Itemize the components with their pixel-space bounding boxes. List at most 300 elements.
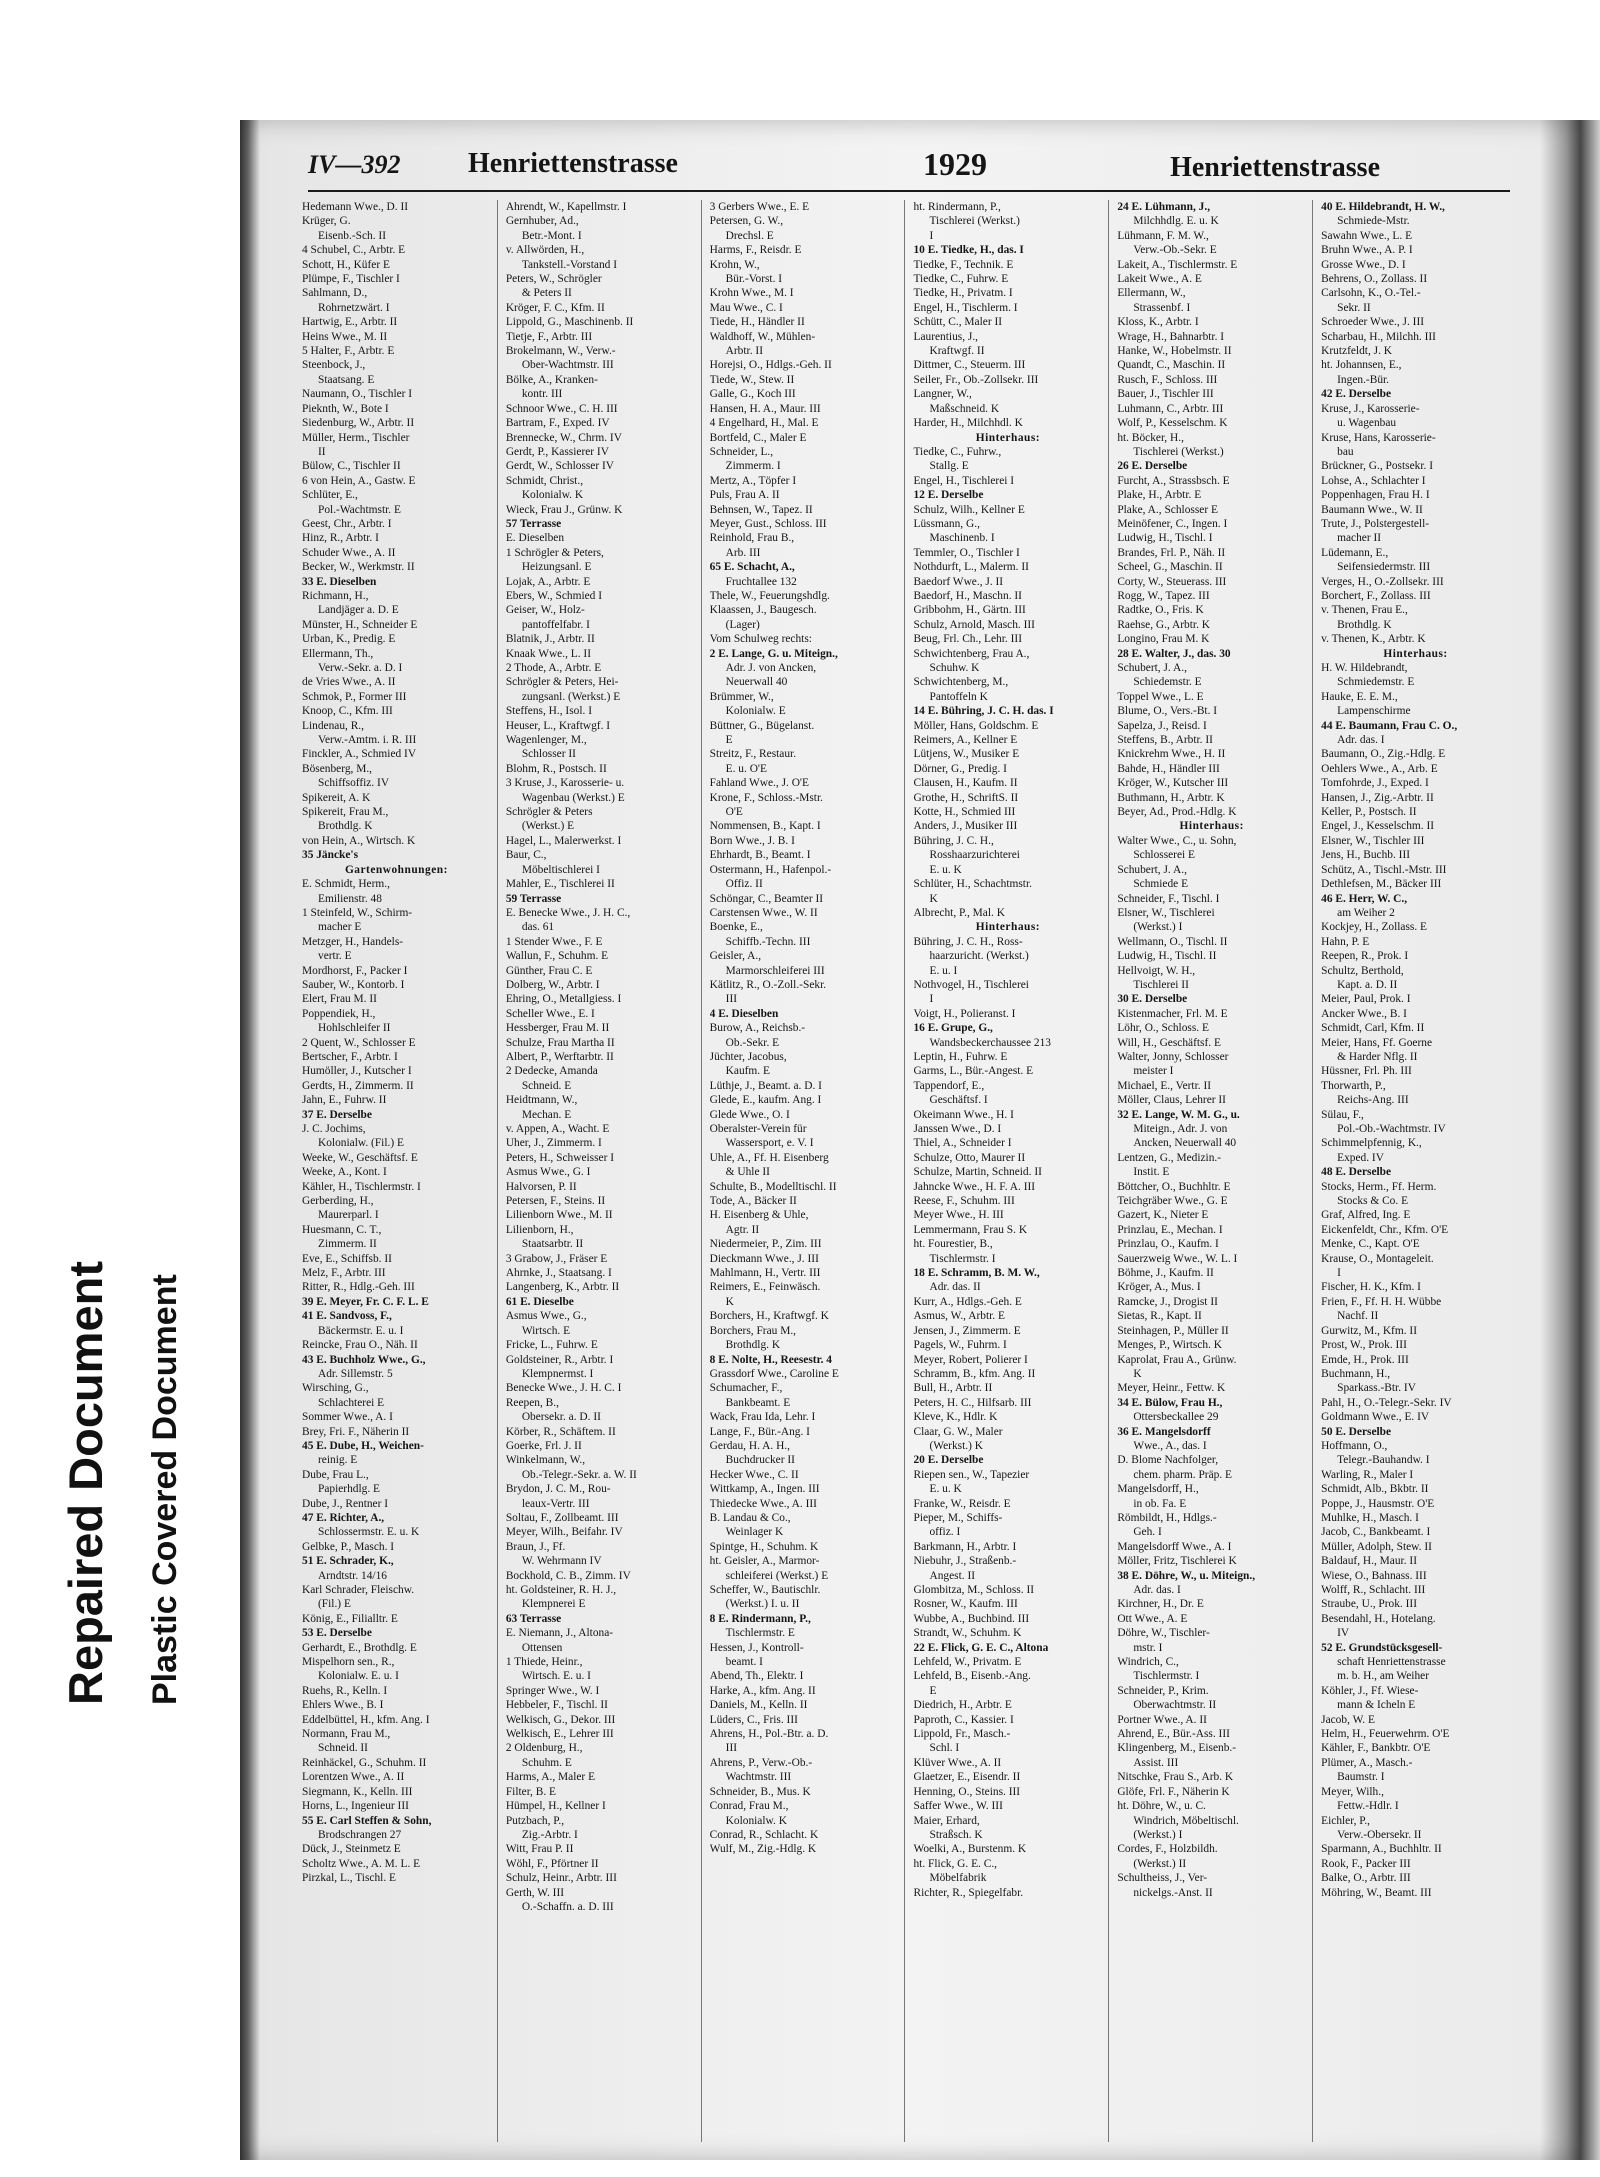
directory-entry: Bür.-Vorst. I <box>725 273 783 286</box>
directory-entry: Brennecke, W., Chrm. IV <box>505 431 622 444</box>
directory-entry: Reepen, R., Prok. I <box>1321 950 1409 963</box>
directory-entry: Weeke, W., Geschäftsf. E <box>302 1151 418 1164</box>
directory-entry: Bölke, A., Kranken- <box>505 373 598 386</box>
directory-entry: Emde, H., Prok. III <box>1321 1353 1409 1366</box>
directory-entry: 26 E. Derselbe <box>1117 460 1188 473</box>
directory-entry: Keller, P., Postsch. II <box>1321 806 1417 819</box>
directory-entry: Eve, E., Schiffsb. II <box>302 1252 392 1265</box>
directory-entry: Meyer Wwe., H. III <box>913 1209 1004 1222</box>
directory-entry: Pol.-Wachtmstr. E <box>318 503 401 516</box>
directory-entry: Staatsang. E <box>318 373 375 386</box>
directory-entry: E. Niemann, J., Altona- <box>505 1627 614 1640</box>
directory-entry: Schwichtenberg, M., <box>913 676 1009 689</box>
directory-entry: Verw.-Sekr. a. D. I <box>318 662 403 674</box>
directory-entry: Schmiede E <box>1133 878 1189 891</box>
directory-entry: Dörner, G., Predig. I <box>913 762 1007 775</box>
directory-entry: Geh. I <box>1133 1526 1162 1539</box>
directory-entry: Quandt, C., Maschin. II <box>1117 359 1226 372</box>
directory-entry: Bull, H., Arbtr. II <box>913 1382 993 1395</box>
directory-entry: Baumstr. I <box>1337 1771 1385 1784</box>
directory-entry: Tischlerei (Werkst.) <box>1133 445 1224 458</box>
directory-entry: Soltau, F., Zollbeamt. III <box>505 1511 619 1524</box>
directory-entry: Schlosserei E <box>1133 849 1195 862</box>
directory-entry: 14 E. Bühring, J. C. H. das. I <box>913 705 1054 718</box>
directory-entry: 59 Terrasse <box>505 892 562 905</box>
directory-entry: K <box>725 1295 734 1308</box>
directory-entry: Möller, Fritz, Tischlerei K <box>1117 1555 1237 1568</box>
directory-entry: Lakeit, A., Tischlermstr. E <box>1117 258 1238 271</box>
directory-entry: Gerdt, P., Kassierer IV <box>505 445 609 458</box>
directory-entry: Tiedke, C., Fuhrw. E <box>913 273 1009 286</box>
directory-entry: Luhmann, C., Arbtr. III <box>1117 402 1224 415</box>
directory-entry: Petersen, F., Steins. II <box>505 1195 606 1208</box>
directory-entry: Sauber, W., Kontorb. I <box>302 978 405 991</box>
directory-column-3 <box>710 200 906 2142</box>
directory-entry: Garms, L., Bür.-Angest. E <box>913 1065 1034 1078</box>
directory-entry: Ehrhardt, B., Beamt. I <box>709 849 811 862</box>
directory-entry: Blume, O., Vers.-Bt. I <box>1117 705 1218 718</box>
directory-entry: Wwe., A., das. I <box>1133 1439 1207 1452</box>
directory-entry: J. C. Jochims, <box>302 1123 366 1135</box>
directory-entry: Bruhn Wwe., A. P. I <box>1321 244 1413 257</box>
directory-entry: Lange, F., Bür.-Ang. I <box>709 1425 810 1438</box>
directory-entry: Meyer, Wilh., Beifahr. IV <box>505 1526 623 1539</box>
directory-entry: Richmann, H., <box>302 589 369 602</box>
directory-entry: Arb. III <box>725 546 761 559</box>
directory-entry: Engel, H., Tischlerei I <box>913 474 1015 487</box>
directory-entry: von Hein, A., Wirtsch. K <box>302 834 416 847</box>
directory-entry: 2 Quent, W., Schlosser E <box>302 1036 416 1049</box>
directory-entry: Toppel Wwe., L. E <box>1117 690 1204 703</box>
directory-entry: Corty, W., Steuerass. III <box>1117 575 1227 588</box>
directory-entry: Menges, P., Wirtsch. K <box>1117 1339 1223 1352</box>
directory-entry: 4 Schubel, C., Arbtr. E <box>302 244 406 257</box>
directory-entry: Benecke Wwe., J. H. C. I <box>505 1382 622 1395</box>
directory-entry: Gerberding, H., <box>302 1195 374 1208</box>
directory-entry: Möller, Hans, Goldschm. E <box>913 719 1039 732</box>
directory-entry: Instit. E <box>1133 1166 1170 1179</box>
directory-entry: ht. Goldsteiner, R. H. J., <box>505 1584 617 1596</box>
directory-entry: Meyer, Wilh., <box>1321 1785 1384 1798</box>
directory-entry: vertr. E <box>318 950 352 963</box>
directory-entry: Schulze, Otto, Maurer II <box>913 1151 1026 1164</box>
directory-entry: Nothvogel, H., Tischlerei <box>913 978 1029 991</box>
directory-entry: Winkelmann, W., <box>505 1454 586 1467</box>
directory-entry: 24 E. Lühmann, J., <box>1117 201 1211 213</box>
directory-entry: Schiedemstr. E <box>1133 676 1202 689</box>
directory-entry: 36 E. Mangelsdorff <box>1117 1425 1211 1438</box>
directory-entry: Poppendiek, H., <box>302 1007 376 1020</box>
directory-entry: bau <box>1337 445 1354 458</box>
directory-column-5 <box>1117 200 1313 2142</box>
directory-entry: Schiffb.-Techn. III <box>725 935 811 948</box>
directory-entry: Puls, Frau A. II <box>709 489 780 502</box>
directory-entry: Nitschke, Frau S., Arb. K <box>1117 1771 1234 1784</box>
directory-entry: Kaufm. E <box>725 1065 770 1078</box>
directory-entry: Adr. das. II <box>929 1281 981 1294</box>
directory-entry: Verw.-Obersekr. II <box>1337 1828 1422 1841</box>
directory-entry: 61 E. Dieselbe <box>505 1295 574 1308</box>
directory-entry: Maier, Erhard, <box>913 1814 980 1827</box>
directory-entry: Schuhw. K <box>929 662 980 674</box>
directory-entry: Richter, R., Spiegelfabr. <box>913 1886 1024 1899</box>
directory-entry: schaft Henriettenstrasse <box>1337 1656 1446 1669</box>
directory-entry: 33 E. Dieselben <box>302 575 377 588</box>
directory-entry: Brothdlg. K <box>1337 618 1392 631</box>
directory-entry: K <box>929 892 938 905</box>
directory-entry: 8 E. Rindermann, P., <box>709 1612 811 1625</box>
directory-entry: Meyer, Gust., Schloss. III <box>709 517 827 530</box>
directory-entry: Ostermann, H., Hafenpol.- <box>709 863 832 876</box>
directory-entry: Hinterhaus: <box>975 431 1041 444</box>
directory-entry: Behrens, O., Zollass. II <box>1321 273 1428 286</box>
directory-entry: Klempnerei E <box>521 1598 586 1611</box>
directory-entry: Rusch, F., Schloss. III <box>1117 373 1218 386</box>
directory-entry: Borchert, F., Zollass. III <box>1321 589 1431 602</box>
directory-entry: Sparmann, A., Buchhltr. II <box>1321 1843 1442 1856</box>
directory-entry: Milchhdlg. E. u. K <box>1133 215 1219 228</box>
directory-entry: Krutzfeldt, J. K <box>1321 345 1392 358</box>
directory-entry: Wandsbeckerchaussee 213 <box>929 1036 1051 1049</box>
directory-entry: Trute, J., Polstergestell- <box>1321 517 1430 530</box>
directory-entry: Mangelsdorff, H., <box>1117 1483 1199 1496</box>
directory-entry: Siedenburg, W., Arbtr. II <box>302 417 415 430</box>
directory-entry: Welkisch, E., Lehrer III <box>505 1728 614 1741</box>
directory-entry: Schumacher, F., <box>709 1382 783 1395</box>
directory-entry: Hellvoigt, W. H., <box>1117 964 1196 977</box>
directory-entry: Emilienstr. 48 <box>318 892 382 905</box>
directory-entry: Elert, Frau M. II <box>302 993 377 1006</box>
directory-entry: Scholtz Wwe., A. M. L. E <box>302 1857 421 1870</box>
directory-entry: Schwichtenberg, Frau A., <box>913 647 1030 660</box>
directory-entry: III <box>725 993 738 1006</box>
directory-entry: 22 E. Flick, G. E. C., Altona <box>913 1641 1049 1654</box>
directory-entry: Wirtsch. E <box>521 1324 571 1337</box>
directory-entry: ht. Böcker, H., <box>1117 431 1184 444</box>
directory-entry: Welkisch, G., Dekor. III <box>505 1713 616 1726</box>
directory-entry: Meyer, Heinr., Fettw. K <box>1117 1382 1226 1395</box>
directory-entry: ht. Flick, G. E. C., <box>913 1857 998 1870</box>
directory-entry: 5 Halter, F., Arbtr. E <box>302 345 395 358</box>
directory-entry: Verw.-Ob.-Sekr. E <box>1133 244 1217 257</box>
directory-entry: Asmus, W., Arbtr. E <box>913 1310 1005 1323</box>
directory-entry: Becker, W., Werkmstr. II <box>302 561 415 574</box>
directory-entry: Warling, R., Maler I <box>1321 1468 1414 1481</box>
directory-entry: Bahde, H., Händler III <box>1117 762 1220 775</box>
directory-entry: Eickenfeldt, Chr., Kfm. O'E <box>1321 1223 1449 1236</box>
directory-entry: Heidtmann, W., <box>505 1094 578 1107</box>
directory-entry: Meyer, Robert, Polierer I <box>913 1353 1028 1366</box>
directory-entry: Geiser, W., Holz- <box>505 604 585 617</box>
side-labels <box>0 0 240 2177</box>
directory-entry: Ottersbeckallee 29 <box>1133 1411 1219 1424</box>
directory-entry: Prinzlau, O., Kaufm. I <box>1117 1238 1219 1251</box>
directory-entry: Wieck, Frau J., Grünw. K <box>505 503 623 516</box>
directory-entry: Okeimann Wwe., H. I <box>913 1108 1014 1121</box>
directory-entry: Dieckmann Wwe., J. III <box>709 1252 819 1265</box>
directory-entry: Wassersport, e. V. I <box>725 1137 814 1150</box>
directory-entry: Kröger, W., Kutscher III <box>1117 777 1229 790</box>
directory-entry: am Weiher 2 <box>1337 906 1395 919</box>
directory-entry: 52 E. Grundstücksgesell- <box>1321 1641 1443 1654</box>
directory-entry: Knoop, C., Kfm. III <box>302 705 393 718</box>
directory-entry: Grothe, H., SchriftS. II <box>913 791 1019 804</box>
directory-entry: Borchers, Frau M., <box>709 1324 797 1337</box>
directory-entry: Diedrich, H., Arbtr. E <box>913 1699 1012 1712</box>
directory-entry: Zig.-Arbtr. I <box>521 1828 578 1841</box>
directory-entry: Maßschneid. K <box>929 402 1000 415</box>
directory-entry: Sekr. II <box>1337 301 1371 314</box>
directory-entry: Schulte, B., Modelltischl. II <box>709 1180 837 1193</box>
directory-entry: Arbtr. II <box>725 345 763 358</box>
directory-entry: Schmiedemstr. E <box>1337 676 1415 689</box>
directory-entry: Leptin, H., Fuhrw. E <box>913 1050 1008 1063</box>
directory-entry: 50 E. Derselbe <box>1321 1425 1392 1438</box>
directory-entry: Mahlmann, H., Vertr. III <box>709 1267 821 1280</box>
directory-entry: Straßsch. K <box>929 1828 983 1841</box>
directory-entry: Wagenlenger, M., <box>505 734 587 747</box>
directory-entry: Kähler, F., Bankbtr. O'E <box>1321 1742 1431 1755</box>
directory-entry: Nothdurft, L., Malerm. II <box>913 561 1029 574</box>
directory-entry: Ramcke, J., Drogist II <box>1117 1295 1218 1308</box>
directory-entry: IV <box>1337 1627 1350 1640</box>
directory-entry: Lohse, A., Schlachter I <box>1321 474 1426 487</box>
directory-entry: Eichler, P., <box>1321 1814 1371 1827</box>
directory-entry: Langner, W., <box>913 388 972 401</box>
directory-entry: Balke, O., Arbtr. III <box>1321 1872 1411 1885</box>
directory-entry: Laurentius, J., <box>913 330 979 343</box>
directory-entry: Büttner, G., Bügelanst. <box>709 719 815 732</box>
directory-entry: Wittkamp, A., Ingen. III <box>709 1483 820 1496</box>
directory-entry: Müller, Adolph, Stew. II <box>1321 1540 1432 1553</box>
directory-entry: Teichgräber Wwe., G. E <box>1117 1195 1228 1208</box>
directory-entry: 34 E. Bülow, Frau H., <box>1117 1396 1223 1409</box>
directory-entry: Lilienborn Wwe., M. II <box>505 1209 613 1222</box>
directory-entry: E. Schmidt, Herm., <box>302 878 390 891</box>
directory-entry: Radtke, O., Fris. K <box>1117 604 1204 617</box>
directory-entry: Ahrendt, W., Kapellmstr. I <box>505 201 627 213</box>
directory-entry: Böttcher, O., Buchhltr. E <box>1117 1180 1231 1193</box>
directory-entry: das. 61 <box>521 921 555 934</box>
directory-entry: Putzbach, P., <box>505 1814 565 1827</box>
directory-entry: Schlüter, E., <box>302 489 358 502</box>
directory-entry: Jahn, E., Fuhrw. II <box>302 1094 387 1107</box>
directory-entry: 53 E. Derselbe <box>302 1627 372 1640</box>
directory-entry: Baedorf Wwe., J. II <box>913 575 1004 588</box>
directory-entry: Niebuhr, J., Straßenb.- <box>913 1555 1017 1568</box>
directory-entry: Harder, H., Milchhdl. K <box>913 417 1023 430</box>
directory-entry: Abend, Th., Elektr. I <box>709 1670 804 1683</box>
directory-entry: offiz. I <box>929 1526 961 1539</box>
directory-entry: Rohrnetzwärt. I <box>318 301 390 314</box>
directory-entry: Knaak Wwe., L. II <box>505 647 592 660</box>
directory-entry: Adr. das. I <box>1337 734 1385 747</box>
directory-entry: Waldhoff, W., Mühlen- <box>709 330 816 343</box>
directory-entry: Walter Wwe., C., u. Sohn, <box>1117 834 1237 847</box>
directory-entry: Petersen, G. W., <box>709 215 784 228</box>
directory-entry: Marmorschleiferei III <box>725 964 825 977</box>
directory-entry: Lüthje, J., Beamt. a. D. I <box>709 1079 822 1092</box>
directory-entry: Zimmerm. I <box>725 460 781 473</box>
directory-entry: Prost, W., Prok. III <box>1321 1339 1407 1352</box>
directory-entry: 1 Thiede, Heinr., <box>505 1656 583 1669</box>
directory-entry: Agtr. II <box>725 1223 760 1236</box>
directory-entry: Glede Wwe., O. I <box>709 1108 790 1121</box>
directory-entry: Jüchter, Jacobus, <box>709 1050 787 1063</box>
directory-entry: ht. Rindermann, P., <box>913 201 1001 213</box>
directory-entry: Schneid. E <box>521 1079 572 1092</box>
directory-entry: Prinzlau, E., Mechan. I <box>1117 1223 1223 1236</box>
directory-entry: Bösenberg, M., <box>302 762 373 775</box>
directory-entry: Oberwachtmstr. II <box>1133 1699 1217 1712</box>
directory-entry: Fricke, L., Fuhrw. E <box>505 1339 598 1352</box>
directory-entry: Lehfeld, W., Privatm. E <box>913 1656 1022 1669</box>
directory-entry: Schubert, J. A., <box>1117 662 1187 674</box>
directory-entry: Ludwig, H., Tischl. I <box>1117 532 1213 545</box>
directory-entry: Gazert, K., Nieter E <box>1117 1209 1209 1222</box>
directory-entry: Maurerparl. I <box>318 1209 379 1222</box>
directory-entry: Lojak, A., Arbtr. E <box>505 575 591 588</box>
directory-entry: Peters, W., Schrögler <box>505 273 602 286</box>
directory-entry: (Werkst.) E <box>521 820 575 833</box>
directory-entry: Schneid. II <box>318 1742 368 1755</box>
directory-entry: Buchmann, H., <box>1321 1367 1391 1380</box>
directory-entry: 4 Engelhard, H., Mal. E <box>709 417 819 430</box>
directory-entry: 2 Thode, A., Arbtr. E <box>505 662 602 674</box>
directory-entry: Bühring, J. C. H., Ross- <box>913 935 1023 948</box>
directory-column-2 <box>506 200 702 2142</box>
directory-entry: Möller, Claus, Lehrer II <box>1117 1094 1226 1107</box>
directory-entry: Thele, W., Feuerungshdlg. <box>709 589 830 602</box>
directory-entry: Hessen, J., Kontroll- <box>709 1641 804 1654</box>
directory-entry: Kleve, K., Hdlr. K <box>913 1411 998 1424</box>
directory-entry: Woelki, A., Burstenm. K <box>913 1843 1027 1856</box>
directory-entry: H. W. Hildebrandt, <box>1321 662 1408 674</box>
directory-entry: Hebbeler, F., Tischl. II <box>505 1699 608 1712</box>
directory-entry: Kaprolat, Frau A., Grünw. <box>1117 1353 1237 1366</box>
directory-entry: Daniels, M., Kelln. II <box>709 1699 808 1712</box>
directory-entry: Schott, H., Küfer E <box>302 258 390 271</box>
directory-entry: haarzuricht. (Werkst.) <box>929 950 1029 963</box>
directory-entry: Ingen.-Bür. <box>1337 373 1390 386</box>
directory-entry: 38 E. Döhre, W., u. Miteign., <box>1117 1569 1256 1582</box>
directory-column-1 <box>302 200 498 2142</box>
directory-entry: 6 von Hein, A., Gastw. E <box>302 474 416 487</box>
directory-entry: Blatnik, J., Arbtr. II <box>505 633 595 646</box>
directory-entry: Tankstell.-Vorstand I <box>521 258 617 271</box>
directory-entry: Scheffer, W., Bautischlr. <box>709 1584 821 1596</box>
directory-entry: Sawahn Wwe., L. E <box>1321 229 1413 242</box>
directory-entry: Engel, J., Kesselschm. II <box>1321 820 1435 833</box>
directory-entry: ht. Döhre, W., u. C. <box>1117 1800 1206 1813</box>
directory-entry: Kruse, J., Karosserie- <box>1321 402 1420 415</box>
directory-entry: Ellermann, Th., <box>302 647 374 660</box>
directory-entry: Sietas, R., Kapt. II <box>1117 1310 1202 1323</box>
directory-entry: Hümpel, H., Kellner I <box>505 1800 606 1813</box>
directory-entry: Metzger, H., Handels- <box>302 935 404 948</box>
directory-entry: Clausen, H., Kaufm. II <box>913 777 1018 790</box>
directory-entry: Maschinenb. I <box>929 532 995 545</box>
directory-entry: König, E., Filialltr. E <box>302 1612 398 1625</box>
directory-entry: Tischlerei II <box>1133 978 1189 991</box>
directory-entry: 32 E. Lange, W. M. G., u. <box>1117 1108 1240 1121</box>
directory-entry: Grassdorf Wwe., Caroline E <box>709 1367 839 1380</box>
directory-entry: Kätlitz, R., O.-Zoll.-Sekr. <box>709 978 827 991</box>
directory-entry: Poppe, J., Hausmstr. O'E <box>1321 1497 1435 1510</box>
directory-entry: Steffens, H., Isol. I <box>505 705 592 718</box>
directory-entry: Witt, Frau P. II <box>505 1843 574 1856</box>
directory-entry: reinig. E <box>318 1454 358 1467</box>
directory-entry: Wöhl, F., Pförtner II <box>505 1857 599 1870</box>
directory-entry: Drechsl. E <box>725 229 774 242</box>
directory-entry: Baedorf, H., Maschn. II <box>913 589 1022 602</box>
directory-entry: Wubbe, A., Buchbind. III <box>913 1612 1030 1625</box>
directory-entry: Kockjey, H., Zollass. E <box>1321 921 1428 934</box>
directory-entry: Wirtsch. E. u. I <box>521 1670 591 1683</box>
directory-entry: Hinterhaus: <box>1383 647 1448 660</box>
directory-entry: Brothdlg. K <box>318 820 373 833</box>
directory-entry: Blohm, R., Postsch. II <box>505 762 607 775</box>
directory-entry: Schulz, Wilh., Kellner E <box>913 503 1025 516</box>
directory-entry: Geisler, A., <box>709 950 762 963</box>
directory-entry: Schultz, Berthold, <box>1321 964 1404 977</box>
directory-entry: Schl. I <box>929 1742 960 1755</box>
directory-entry: Nachf. II <box>1337 1310 1379 1323</box>
directory-entry: Kähler, H., Tischlermstr. I <box>302 1180 421 1193</box>
directory-entry: Longino, Frau M. K <box>1117 633 1210 646</box>
directory-entry: Carlsohn, K., O.-Tel.- <box>1321 287 1421 300</box>
directory-entry: u. Wagenbau <box>1337 417 1397 430</box>
directory-entry: Klüver Wwe., A. II <box>913 1756 1002 1769</box>
directory-entry: Huesmann, C. T., <box>302 1223 382 1236</box>
directory-entry: Tiede, H., Händler II <box>709 316 805 329</box>
directory-entry: Bauer, J., Tischler III <box>1117 388 1214 401</box>
directory-entry: Dittmer, C., Steuerm. III <box>913 359 1026 372</box>
directory-entry: v. Allwörden, H., <box>505 244 585 257</box>
directory-entry: 3 Gerbers Wwe., E. E <box>709 201 810 213</box>
directory-entry: Graf, Alfred, Ing. E <box>1321 1209 1411 1222</box>
directory-entry: Michael, E., Vertr. II <box>1117 1079 1212 1092</box>
directory-entry: Borchers, H., Kraftwgf. K <box>709 1310 829 1323</box>
directory-entry: Jensen, J., Zimmerm. E <box>913 1324 1021 1337</box>
directory-entry: Brothdlg. K <box>725 1339 781 1352</box>
directory-entry: Mangelsdorff Wwe., A. I <box>1117 1540 1232 1553</box>
directory-entry: Schmidt, Christ., <box>505 474 584 487</box>
directory-entry: Hansen, J., Zig.-Arbtr. II <box>1321 791 1434 804</box>
directory-entry: (Werkst.) I <box>1133 921 1183 934</box>
directory-entry: 3 Grabow, J., Fräser E <box>505 1252 608 1265</box>
directory-entry: Scharbau, H., Milchh. III <box>1321 330 1436 343</box>
directory-entry: Pieper, M., Schiffs- <box>913 1511 1003 1524</box>
directory-entry: meister I <box>1133 1065 1174 1078</box>
directory-entry: Müller, Herm., Tischler <box>302 431 410 444</box>
directory-entry: Saffer Wwe., W. III <box>913 1800 1003 1813</box>
directory-entry: (Fil.) E <box>318 1598 351 1611</box>
directory-entry: Albrecht, P., Mal. K <box>913 906 1005 919</box>
directory-entry: Assist. III <box>1133 1756 1179 1769</box>
directory-entry: Glöfe, Frl. F., Näherin K <box>1117 1785 1230 1798</box>
directory-entry: Mau Wwe., C. I <box>709 301 783 314</box>
directory-entry: 63 Terrasse <box>505 1612 562 1625</box>
directory-entry: Janssen Wwe., D. I <box>913 1123 1002 1135</box>
directory-entry: Schütt, C., Maler II <box>913 316 1003 329</box>
directory-entry: Wrage, H., Bahnarbtr. I <box>1117 330 1225 343</box>
directory-entry: Fruchtallee 132 <box>725 575 797 588</box>
directory-entry: Helm, H., Feuerwehrm. O'E <box>1321 1728 1450 1741</box>
directory-entry: Jacob, C., Bankbeamt. I <box>1321 1526 1431 1539</box>
directory-entry: Niedermeier, P., Zim. III <box>709 1238 822 1251</box>
directory-entry: Tiedke, H., Privatm. I <box>913 287 1013 300</box>
